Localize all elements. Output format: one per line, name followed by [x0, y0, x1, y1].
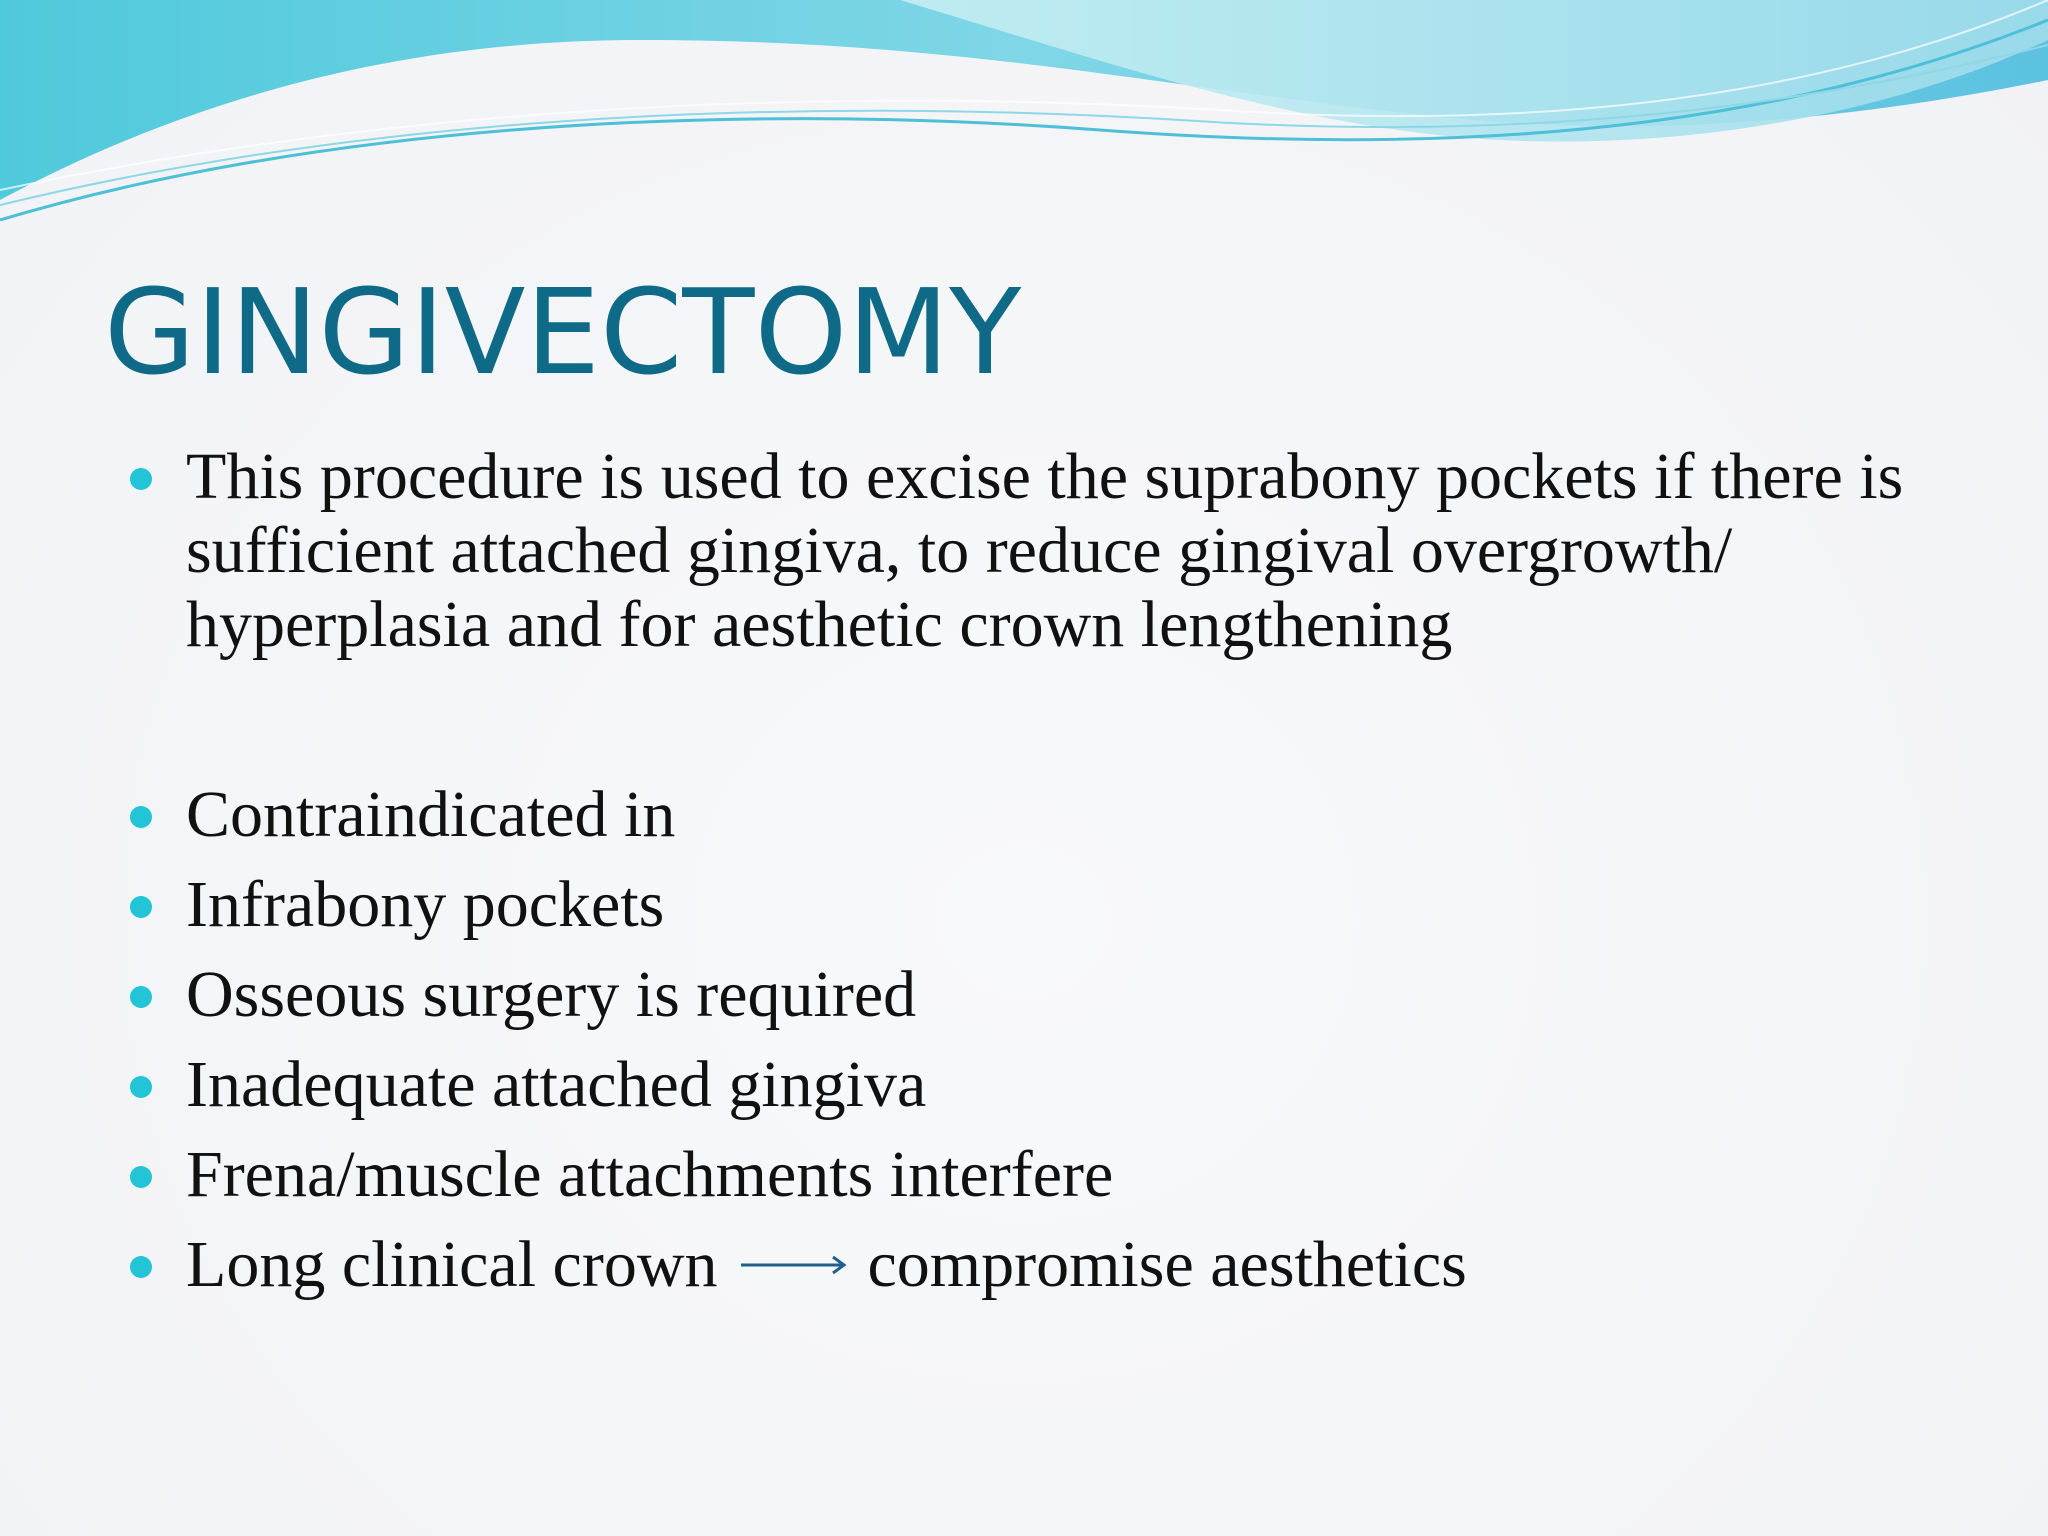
header-wave-decoration	[0, 0, 2048, 260]
bullet-text-left: Long clinical crown	[186, 1228, 718, 1301]
bullet-infrabony-pockets	[124, 860, 1924, 950]
bullet-text: Infrabony pockets	[186, 868, 665, 941]
bullet-list	[124, 440, 1924, 1310]
bullet-text: Frena/muscle attachments interfere	[186, 1138, 1114, 1211]
bullet-inadequate-gingiva	[124, 1040, 1924, 1130]
bullet-icon	[130, 806, 152, 828]
bullet-text: Inadequate attached gingiva	[186, 1048, 927, 1121]
slide-title: GINGIVECTOMY	[104, 263, 1022, 401]
bullet-long-clinical-crown	[124, 1220, 1924, 1310]
bullet-icon	[130, 896, 152, 918]
bullet-osseous-surgery	[124, 950, 1924, 1040]
bullet-icon	[130, 1166, 152, 1188]
bullet-icon	[130, 1256, 152, 1278]
bullet-procedure-description	[124, 440, 1906, 662]
long-right-arrow-icon	[739, 1250, 849, 1280]
bullet-text-right: compromise aesthetics	[867, 1228, 1467, 1301]
bullet-text: Osseous surgery is required	[186, 958, 917, 1031]
bullet-text: This procedure is used to excise the suprabony pockets if there is sufficient attached gingiva, to reduce gingival overgrowth/ hyperplasia and for aesthetic crown lengthening	[186, 440, 1904, 661]
bullet-icon	[130, 1076, 152, 1098]
bullet-contraindicated-heading	[124, 770, 1924, 860]
bullet-text: Contraindicated in	[186, 778, 676, 851]
bullet-icon	[130, 468, 152, 490]
bullet-icon	[130, 986, 152, 1008]
bullet-spacer	[124, 662, 1924, 770]
bullet-frena-attachments	[124, 1130, 1924, 1220]
